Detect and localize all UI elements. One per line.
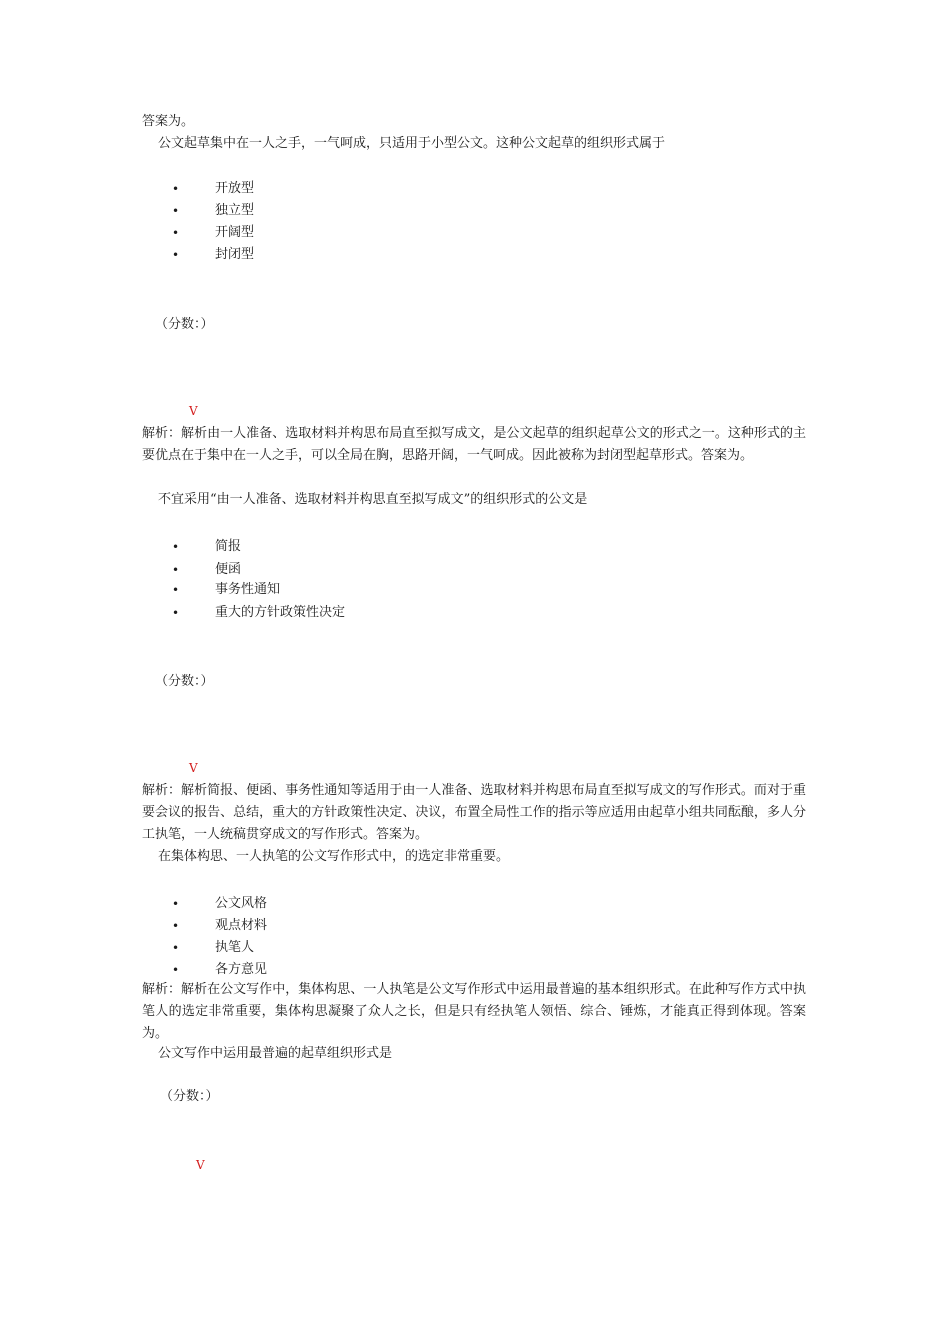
question-1-stem: 公文起草集中在一人之手，一气呵成，只适用于小型公文。这种公文起草的组织形式属于 [158, 136, 666, 151]
q2-option-2[interactable]: 便函 [215, 562, 242, 577]
bullet-icon: • [172, 941, 180, 955]
q3-option-3[interactable]: 执笔人 [215, 940, 255, 955]
q1-analysis: 解析：解析由一人准备、选取材料并构思布局直至拟写成文，是公文起草的组织起草公文的形式之一。这种形式的主要优点在于集中在一人之手，可以全局在胸，思路开阔，一气呵成。因此被称为封闭型起草形式。答案为。 [142, 426, 806, 463]
q3-option-1[interactable]: 公文风格 [215, 896, 268, 911]
q4-check-mark: V [196, 1158, 205, 1172]
bullet-icon: • [172, 897, 180, 911]
bullet-icon: • [172, 563, 180, 577]
intro-answer-text: 答案为。 [142, 114, 195, 129]
q1-score: （分数：） [155, 317, 214, 332]
q2-option-3[interactable]: 事务性通知 [215, 582, 281, 597]
question-3-stem: 在集体构思、一人执笔的公文写作形式中，的选定非常重要。 [158, 849, 510, 864]
q4-score: （分数：） [160, 1089, 219, 1104]
q1-option-2[interactable]: 独立型 [215, 203, 255, 218]
q1-check-mark: V [189, 404, 198, 418]
q1-option-3[interactable]: 开阔型 [215, 225, 255, 240]
q2-option-4[interactable]: 重大的方针政策性决定 [215, 605, 346, 620]
question-2-stem: 不宜采用“由一人准备、选取材料并构思直至拟写成文”的组织形式的公文是 [158, 492, 588, 507]
bullet-icon: • [172, 583, 180, 597]
bullet-icon: • [172, 606, 180, 620]
q3-option-2[interactable]: 观点材料 [215, 918, 268, 933]
q2-analysis: 解析：解析简报、便函、事务性通知等适用于由一人准备、选取材料并构思布局直至拟写成文的写作形式。而对于重要会议的报告、总结，重大的方针政策性决定、决议，布置全局性工作的指示等应适用由起草小组共同酝酿，多人分工执笔，一人统稿贯穿成文的写作形式。答案为。 [142, 783, 806, 842]
bullet-icon: • [172, 919, 180, 933]
q2-score: （分数：） [155, 674, 214, 689]
bullet-icon: • [172, 248, 180, 262]
q1-option-4[interactable]: 封闭型 [215, 247, 255, 262]
bullet-icon: • [172, 963, 180, 977]
bullet-icon: • [172, 182, 180, 196]
q1-option-1[interactable]: 开放型 [215, 181, 255, 196]
question-4-stem: 公文写作中运用最普遍的起草组织形式是 [158, 1046, 393, 1061]
bullet-icon: • [172, 226, 180, 240]
q2-option-1[interactable]: 简报 [215, 539, 242, 554]
q3-analysis: 解析：解析在公文写作中，集体构思、一人执笔是公文写作形式中运用最普遍的基本组织形式。在此种写作方式中执笔人的选定非常重要，集体构思凝聚了众人之长，但是只有经执笔人领悟、综合、锤炼，才能真正得到体现。答案为。 [142, 982, 806, 1041]
q3-option-4[interactable]: 各方意见 [215, 962, 268, 977]
bullet-icon: • [172, 540, 180, 554]
q2-check-mark: V [189, 761, 198, 775]
bullet-icon: • [172, 204, 180, 218]
